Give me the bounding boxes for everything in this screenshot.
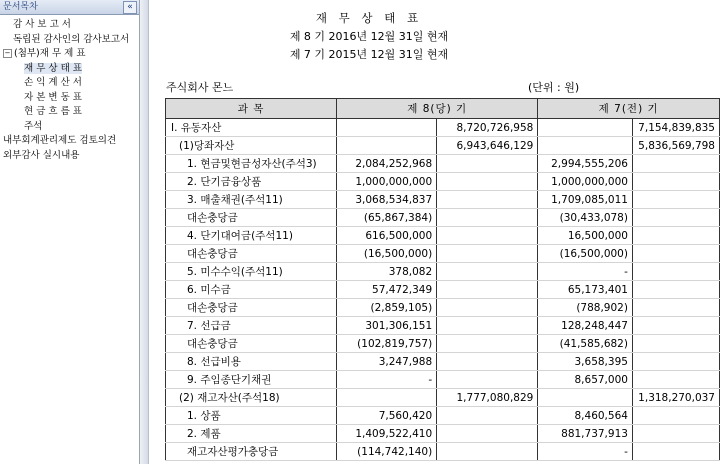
collapse-node-icon[interactable]: − [4,49,11,57]
prior-total-cell: 7,154,839,835 [632,119,719,137]
current-total-cell [437,155,538,173]
collapse-sidebar-button[interactable]: « [123,1,137,14]
account-cell: 대손충당금 [166,335,337,353]
current-total-cell [437,263,538,281]
account-cell: (2) 재고자산(주석18) [166,389,337,407]
prior-detail-cell: 2,994,555,206 [538,155,633,173]
toc-item-label: 손 익 계 산 서 [24,77,82,88]
prior-total-cell [632,353,719,371]
toc-item-label: 자 본 변 동 표 [24,91,82,103]
current-detail-cell: (65,867,384) [337,209,437,227]
toc-item[interactable] [0,105,139,120]
prior-total-cell [632,155,719,173]
prior-detail-cell: 8,460,564 [538,407,633,425]
current-detail-cell: 1,000,000,000 [337,173,437,191]
toc-item[interactable] [0,18,139,33]
account-cell: 6. 미수금 [166,281,337,299]
table-row [166,371,720,389]
table-row [166,137,720,155]
current-detail-cell: 1,409,522,410 [337,425,437,443]
prior-detail-cell: 1,000,000,000 [538,173,633,191]
current-total-cell [437,353,538,371]
prior-detail-cell: 881,737,913 [538,425,633,443]
account-cell: 5. 미수수익(주석11) [166,263,337,281]
account-cell: 대손충당금 [166,245,337,263]
toc-tree [0,15,139,163]
account-cell: 1. 상품 [166,407,337,425]
table-row [166,191,720,209]
toc-item[interactable] [0,76,139,91]
account-cell: 4. 단기대여금(주석11) [166,227,337,245]
balance-sheet-table [165,98,720,461]
current-total-cell [437,173,538,191]
current-total-cell [437,443,538,461]
table-row [166,317,720,335]
toc-header-label: 문서목차 [3,2,38,12]
current-detail-cell: - [337,371,437,389]
account-cell: 2. 제품 [166,425,337,443]
current-detail-cell: 301,306,151 [337,317,437,335]
company-name: 주식회사 몬느 [166,81,234,94]
account-cell: 1. 현금및현금성자산(주석3) [166,155,337,173]
account-cell: 대손충당금 [166,299,337,317]
header-account: 과 목 [166,99,337,119]
prior-detail-cell: 8,657,000 [538,371,633,389]
sidebar-splitter[interactable] [140,0,149,464]
toc-header [0,0,139,15]
toc-item[interactable] [0,149,139,164]
prior-detail-cell: 65,173,401 [538,281,633,299]
toc-item-label: 외부감사 실시내용 [3,149,80,161]
toc-item-label: 현 금 흐 름 표 [24,106,82,117]
table-row [166,407,720,425]
account-cell: 8. 선급비용 [166,353,337,371]
current-detail-cell: 57,472,349 [337,281,437,299]
prior-detail-cell: (788,902) [538,299,633,317]
table-row [166,245,720,263]
table-row [166,155,720,173]
toc-item-label: 감 사 보 고 서 [13,19,71,30]
current-detail-cell: 3,068,534,837 [337,191,437,209]
prior-total-cell [632,263,719,281]
header-prior-period: 제 7(전) 기 [538,99,720,119]
prior-total-cell [632,191,719,209]
account-cell: 2. 단기금융상품 [166,173,337,191]
toc-item[interactable] [0,33,139,48]
account-cell: 9. 주임종단기채권 [166,371,337,389]
current-detail-cell: (16,500,000) [337,245,437,263]
current-total-cell [437,281,538,299]
toc-item[interactable] [0,134,139,149]
statement-title: 재 무 상 태 표 [315,11,423,25]
prior-detail-cell: (16,500,000) [538,245,633,263]
current-total-cell [437,299,538,317]
current-detail-cell [337,137,437,155]
toc-item[interactable] [0,120,139,135]
toc-item-label: 내부회계관리제도 검토의견 [3,135,117,146]
account-cell: 7. 선급금 [166,317,337,335]
table-row [166,425,720,443]
account-cell: 3. 매출채권(주석11) [166,191,337,209]
current-detail-cell: 7,560,420 [337,407,437,425]
current-detail-cell [337,389,437,407]
current-total-cell [437,335,538,353]
prior-detail-cell: 1,709,085,011 [538,191,633,209]
current-total-cell [437,209,538,227]
current-total-cell [437,191,538,209]
current-detail-cell: 378,082 [337,263,437,281]
account-cell: 대손충당금 [166,209,337,227]
prior-total-cell [632,299,719,317]
table-row [166,119,720,137]
current-detail-cell: 3,247,988 [337,353,437,371]
currency-unit: (단위 : 원) [528,81,580,94]
current-detail-cell: (2,859,105) [337,299,437,317]
table-row [166,353,720,371]
table-row [166,443,720,461]
table-row [166,299,720,317]
current-detail-cell: (114,742,140) [337,443,437,461]
prior-detail-cell: 16,500,000 [538,227,633,245]
current-total-cell [437,317,538,335]
prior-total-cell [632,443,719,461]
prior-total-cell [632,317,719,335]
table-header-row [166,99,720,119]
header-current-period: 제 8(당) 기 [337,99,538,119]
table-row [166,263,720,281]
prior-detail-cell: 128,248,447 [538,317,633,335]
prior-total-cell [632,407,719,425]
prior-detail-cell [538,137,633,155]
account-cell: (1)당좌자산 [166,137,337,155]
prior-total-cell [632,281,719,299]
prior-detail-cell: - [538,443,633,461]
prior-total-cell [632,425,719,443]
period-current: 제 8 기 2016년 12월 31일 현재 [289,30,449,43]
prior-detail-cell [538,389,633,407]
prior-detail-cell: 3,658,395 [538,353,633,371]
current-detail-cell: 2,084,252,968 [337,155,437,173]
period-prior: 제 7 기 2015년 12월 31일 현재 [289,48,449,61]
prior-detail-cell [538,119,633,137]
prior-total-cell [632,173,719,191]
current-total-cell [437,425,538,443]
table-row [166,335,720,353]
prior-total-cell [632,245,719,263]
prior-total-cell [632,371,719,389]
prior-total-cell [632,227,719,245]
table-row [166,209,720,227]
toc-item-label: (첨부)재 무 제 표 [14,48,86,59]
current-detail-cell: (102,819,757) [337,335,437,353]
current-total-cell: 8,720,726,958 [437,119,538,137]
current-total-cell: 1,777,080,829 [437,389,538,407]
current-detail-cell [337,119,437,137]
toc-item[interactable] [0,47,139,62]
prior-total-cell [632,335,719,353]
toc-item-label: 독립된 감사인의 감사보고서 [13,33,130,45]
toc-item-label: 재 무 상 태 표 [24,62,82,74]
prior-detail-cell: (41,585,682) [538,335,633,353]
account-cell: Ⅰ. 유동자산 [166,119,337,137]
table-row [166,227,720,245]
document-viewer [149,0,720,464]
current-total-cell [437,245,538,263]
current-total-cell [437,407,538,425]
current-detail-cell: 616,500,000 [337,227,437,245]
prior-total-cell: 5,836,569,798 [632,137,719,155]
table-row [166,389,720,407]
current-total-cell [437,371,538,389]
document-toc-sidebar [0,0,140,464]
toc-item[interactable] [0,91,139,106]
toc-item[interactable] [0,62,139,77]
prior-total-cell [632,209,719,227]
prior-detail-cell: - [538,263,633,281]
toc-item-label: 주석 [24,120,43,132]
prior-total-cell: 1,318,270,037 [632,389,719,407]
account-cell: 재고자산평가충당금 [166,443,337,461]
table-row [166,173,720,191]
prior-detail-cell: (30,433,078) [538,209,633,227]
current-total-cell [437,227,538,245]
table-row [166,281,720,299]
current-total-cell: 6,943,646,129 [437,137,538,155]
